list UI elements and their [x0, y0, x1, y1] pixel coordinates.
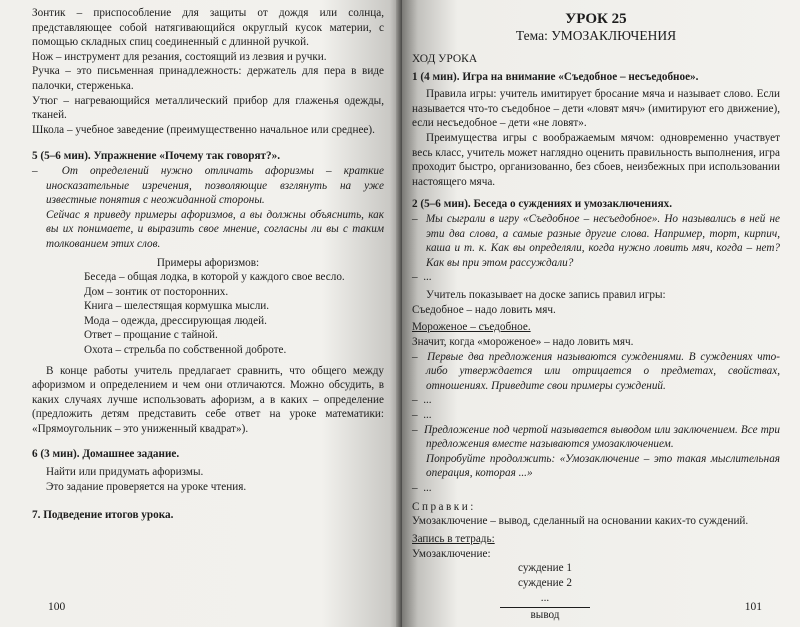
section-6-heading: 6 (3 мин). Домашнее задание. [32, 447, 180, 460]
section-5-text: Сейчас я приведу примеры афоризмов, а вы должны объяснить, как вы их понимаете, и выразить свое мнение, согласны ли вы с таким толкованием этих слов. [46, 208, 384, 250]
aphorism-line: Книга – шелестящая кормушка мысли. [84, 300, 270, 313]
continue-prompt: Попробуйте продолжить: «Умозаключение – это такая мыслительная операция, которая ...» [426, 452, 780, 480]
game-rules: Правила игры: учитель имитирует бросание мяча и называет слово. Если называется что-то съедобное – дети «ловят мяч» (имитируют его движение), если несъедобное – дети «не ловят». [412, 88, 780, 130]
inference-scheme [500, 561, 590, 622]
board-line: Значит, когда «мороженое» – надо ловить мяч. [412, 336, 634, 349]
definition-line: Зонтик – приспособление для защиты от дождя или солнца, представляющее собой натягивающийся округлый кусок материи, с помощью складных спиц соединенный с длинной ручкой. [32, 7, 384, 49]
section-5-heading: 5 (5–6 мин). Упражнение «Почему так говорят?». [32, 150, 281, 163]
section-2-dash-text: – Мы сыграли в игру «Съедобное – несъедобное». Но назывались в ней не эти два слова, а самые разные другие слова. Например, торт, кирпич, каша и т. к. Как вы определяли, когда нужно ловить мяч, когда – нет? Как вы при этом рассуждали? [412, 212, 780, 269]
lesson-topic: Тема: УМОЗАКЛЮЧЕНИЯ [515, 28, 677, 43]
lesson-title: УРОК 25 [565, 11, 627, 27]
judgements-text: – Первые два предложения называются суждениями. В суждениях что-либо утверждается или отрицается о предметах, свойствах, отношениях. Приведите свои примеры суждений. [412, 350, 780, 392]
dash-ellipsis: – ... [412, 394, 432, 407]
reference-text: Умозаключение – вывод, сделанный на основании каких-то суждений. [412, 515, 749, 528]
aphorism-line: Мода – одежда, дрессирующая людей. [84, 314, 267, 327]
conclusion-text: – Предложение под чертой называется выводом или заключением. Все три предложения вместе называются умозаключением. [412, 423, 780, 451]
dash-ellipsis: – ... [412, 482, 432, 495]
notebook-label: Запись в тетрадь: [412, 532, 495, 545]
definition-line: Нож – инструмент для резания, состоящий из лезвия и ручки. [32, 50, 327, 63]
dash-ellipsis: – ... [412, 409, 432, 422]
board-intro: Учитель показывает на доске запись правил игры: [426, 288, 666, 301]
board-line: Мороженое – съедобное. [412, 321, 531, 334]
board-line: Съедобное – надо ловить мяч. [412, 303, 556, 316]
definition-line: Ручка – это письменная принадлежность: держатель для пера в виде палочки, стерженька. [32, 65, 384, 92]
scheme-judgement-1: суждение 1 [518, 562, 572, 575]
section-1-heading: 1 (4 мин). Игра на внимание «Съедобное – несъедобное». [412, 70, 699, 83]
reference-label: Справки: [412, 500, 476, 513]
aphorism-line: Дом – зонтик от посторонних. [84, 285, 229, 298]
dash-ellipsis: – ... [412, 271, 432, 284]
section-2-heading: 2 (5–6 мин). Беседа о суждениях и умозаключениях. [412, 198, 673, 211]
aphorism-line: Беседа – общая лодка, в которой у каждого свое весло. [84, 271, 345, 284]
aphorisms-title: Примеры афоризмов: [156, 256, 260, 269]
scheme-judgement-2: суждение 2 [518, 577, 572, 589]
definition-line: Утюг – нагревающийся металлический прибор для глаженья одежды, тканей. [32, 94, 384, 122]
scheme-conclusion: вывод [530, 609, 560, 622]
page-number-left: 100 [48, 601, 66, 613]
aphorism-line: Охота – стрельба по собственной доброте. [84, 344, 287, 357]
section-5-dash-text: – От определений нужно отличать афоризмы – краткие иносказательные изречения, позволяющие взглянуть на уже известные понятия с неожиданной стороны. [32, 164, 384, 207]
course-heading: ХОД УРОКА [412, 53, 478, 65]
scheme-ellipsis: ... [540, 591, 550, 604]
section-7-heading: 7. Подведение итогов урока. [32, 509, 174, 522]
aphorism-line: Ответ – прощание с тайной. [84, 329, 218, 342]
notebook-term: Умозаключение: [412, 547, 491, 560]
right-page [402, 0, 800, 627]
homework-line: Найти или придумать афоризмы. [46, 466, 204, 479]
definition-line: Школа – учебное заведение (преимущественно начальное или среднее). [32, 123, 375, 136]
homework-line: Это задание проверяется на уроке чтения. [46, 480, 247, 493]
closing-paragraph: В конце работы учитель предлагает сравнить, что общего между афоризмом и определением и чем они отличаются. Можно обсудить, в каких случаях лучше использовать афоризм, а в каких – определение (предложить детям представить себе ответ на уроке математики: «Прямоугольник – это униженный квадрат»). [32, 364, 384, 436]
game-advantages: Преимущества игры с воображаемым мячом: одновременно участвует весь класс, учитель может наглядно оценить правильность выполнения, игра проходит быстро, организованно, без сбоев, неизбежных при использовании настоящего мяча. [412, 131, 780, 188]
page-number-right: 101 [744, 601, 762, 613]
